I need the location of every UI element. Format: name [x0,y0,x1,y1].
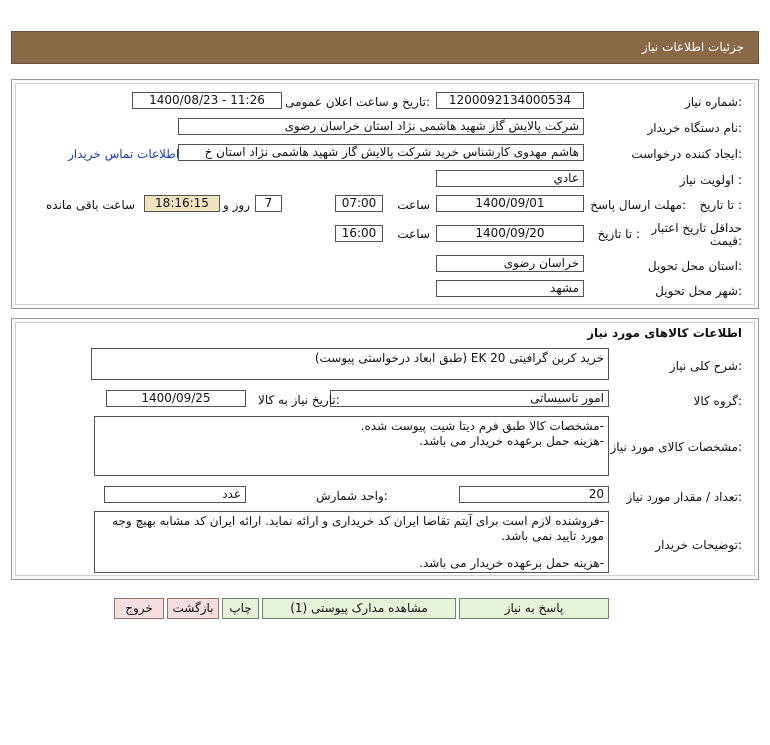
deadline-date-field: 1400/09/01 [436,195,584,212]
validity-date-field: 1400/09/20 [436,225,584,242]
goods-section-title: اطلاعات کالاهای مورد نیاز [587,326,742,340]
page-header [11,31,759,64]
attachments-button[interactable]: مشاهده مدارک پیوستی (1) [262,598,456,619]
unit-label: واحد شمارش: [316,489,388,503]
specs-label: مشخصات کالای مورد نیاز: [610,440,742,454]
priority-field: عادي [436,170,584,187]
exit-button[interactable]: خروج [114,598,164,619]
page-title: جزئیات اطلاعات نیاز [641,40,744,54]
province-label: استان محل تحویل: [647,259,742,273]
creator-label: ایجاد کننده درخواست: [631,147,742,161]
days-label: روز و [223,198,250,212]
announce-datetime-field: 1400/08/23 - 11:26 [132,92,282,109]
need-date-label: تاریخ نیاز به کالا: [258,393,340,407]
group-label: گروه کالا: [693,394,742,408]
need-number-field: 1200092134000534 [436,92,584,109]
days-remaining-field: 7 [255,195,282,212]
deadline-to-date-label: تا تاریخ : [699,198,742,212]
group-field: امور تاسیساتی [330,390,609,407]
province-field: خراسان رضوی [436,255,584,272]
buyer-label: نام دستگاه خریدار: [647,121,742,135]
desc-line-2: -هزینه حمل برعهده خریدار می باشد. [419,556,604,570]
specs-line-2: -هزینه حمل برعهده خریدار می باشد. [419,434,604,448]
validity-time-field: 16:00 [335,225,383,242]
summary-field: خرید کربن گرافیتی EK 20 (طبق ابعاد درخواستی پیوست) [91,348,609,380]
validity-to-date-label: تا تاریخ : [597,227,640,241]
deadline-time-field: 07:00 [335,195,383,212]
specs-field [94,416,609,476]
desc-field [94,511,609,573]
back-button[interactable]: بازگشت [167,598,219,619]
remaining-label: ساعت باقی مانده [46,198,136,212]
announce-label: تاریخ و ساعت اعلان عمومی: [285,95,430,109]
qty-label: تعداد / مقدار مورد نیاز: [626,490,742,504]
validity-label-line1: حداقل تاریخ اعتبار [651,221,742,235]
city-field: مشهد [436,280,584,297]
remaining-time-field: 18:16:15 [144,195,220,212]
unit-field: عدد [104,486,246,503]
specs-line-1: -مشخصات کالا طبق فرم دیتا شیت پیوست شده. [360,419,604,433]
need-date-field: 1400/09/25 [106,390,246,407]
print-button[interactable]: چاپ [222,598,259,619]
deadline-label: مهلت ارسال پاسخ: [590,198,686,212]
validity-time-label: ساعت [397,227,430,241]
desc-line-1: -فروشنده لازم است برای آیتم تقاضا ایران کد خریداری و ارائه نماید. ارائه ایران کد مشابه بهیچ وجه مورد تایید نمی باشد. [112,514,604,543]
buyer-contact-link[interactable]: اطلاعات تماس خریدار [68,147,180,161]
summary-label: شرح کلی نیاز: [669,359,742,373]
need-info-panel-inner [15,83,755,305]
creator-field: هاشم مهدوی کارشناس خرید شرکت پالایش گاز شهید هاشمی نژاد استان خ [178,144,584,161]
need-info-panel [11,79,759,309]
qty-field: 20 [459,486,609,503]
deadline-time-label: ساعت [397,198,430,212]
buyer-field: شرکت پالایش گاز شهید هاشمی نژاد استان خراسان رضوی [178,118,584,135]
desc-label: توضیحات خریدار: [655,538,742,552]
reply-button[interactable]: پاسخ به نیاز [459,598,609,619]
city-label: شهر محل تحویل: [655,284,742,298]
validity-label-line2: قیمت: [709,234,742,248]
priority-label: اولویت نیاز : [679,173,742,187]
need-number-label: شماره نیاز: [684,95,742,109]
